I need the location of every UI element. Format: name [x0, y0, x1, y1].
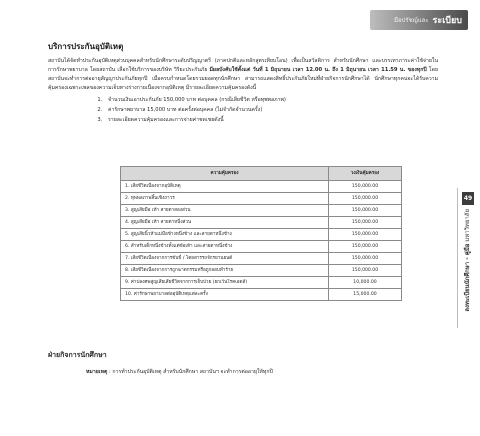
coverage-cell: 5. สูญเสียนิ้วหัวแม่มือข้างหนึ่งข้าง และสายตาหนึ่งข้าง [121, 229, 329, 241]
coverage-cell: 6. สำหรับเด็กหนึ่งข้างทั้งแต่ข้อเท้า และสายตาหนึ่งข้าง [121, 241, 329, 253]
table-row [121, 277, 402, 289]
side-divider [457, 188, 458, 328]
list-item: 1. จำนวนเงินเอาประกันภัย 150,000 บาท ต่อบุคคล (กรณีเสียชีวิต หรือทุพพลภาพ) [104, 95, 438, 105]
amount-cell: 150,000.00 [329, 181, 402, 193]
column-header-amount: วงเงินคุ้มครอง [329, 167, 402, 181]
amount-cell: 150,000.00 [329, 205, 402, 217]
table-header-row [121, 167, 402, 181]
section-title: บริการประกันอุบัติเหตุ [48, 42, 124, 51]
side-tab [462, 192, 474, 322]
coverage-table-wrapper [120, 166, 402, 301]
table-row [121, 193, 402, 205]
note-text: : การทำประกันอุบัติเหตุ สำหรับนักศึกษา สถาบันฯ จะทำการต่ออายุให้ทุกปี [109, 369, 273, 375]
para-part2: โดยสถาบันจะทำการต่ออายุสัญญาประกันภัยทุกปี เมื่อครบกำหนดโดยรวมยอดทุกนักศึกษา สามารถแสดงสิทธิ์ประกันภัยใหม่ที่ฝ่ายกิจการนักศึกษาได้ นักศึกษาทุกคนจะได้รับความคุ้มครองเฉพาะเพลของความเจ็บทางร่างกายเนื่องจากอุบัติเหตุ มีรายละเอียดความคุ้มครองดังนี้ [48, 67, 439, 91]
coverage-summary-list [48, 95, 438, 125]
footer-note [86, 368, 273, 376]
table-row [121, 289, 402, 301]
table-row [121, 253, 402, 265]
student-affairs-heading: ฝ่ายกิจการนักศึกษา [48, 351, 107, 359]
para-bold: มีผลบังคับใช้ตั้งแต่ วันที่ 1 มิถุนายน เวลา 12.00 น. ถึง 1 มิถุนายน เวลา 11.59 น. ของทุกปี [209, 67, 427, 73]
coverage-table [120, 166, 402, 301]
table-row [121, 217, 402, 229]
chapter-sub-label: มือปรัชญ์และ [394, 17, 429, 24]
chapter-header-tab [370, 10, 468, 30]
coverage-cell: 1. เสียชีวิตเนื่องจากอุบัติเหตุ [121, 181, 329, 193]
table-row [121, 241, 402, 253]
amount-cell: 150,000.00 [329, 253, 402, 265]
main-content [48, 40, 438, 125]
table-row [121, 181, 402, 193]
amount-cell: 15,000.00 [329, 289, 402, 301]
list-item: 3. รายละเอียดความคุ้มครองและการจ่ายค่าชดเชยดังนี้ [104, 115, 438, 125]
table-row [121, 205, 402, 217]
coverage-cell: 9. ค่าปลงศพสูญเสียเสียชีวิตจากการเจ็บป่วย (ยกเว้นโรคเอดส์) [121, 277, 329, 289]
side-label-bold: ลงทะเบียนนักศึกษา - คู่มือ [464, 243, 471, 312]
coverage-cell: 8. เสียชีวิตเนื่องจากการถูกฆาตกรรมหรือถูกลอบทำร้าย [121, 265, 329, 277]
amount-cell: 150,000.00 [329, 241, 402, 253]
page-number: 49 [462, 192, 474, 205]
column-header-coverage: ความคุ้มครอง [121, 167, 329, 181]
coverage-cell: 7. เสียชีวิตเนื่องจากการขับขี่ / โดยสารรถจักรยานยนต์ [121, 253, 329, 265]
chapter-main-label: ระเบียบ [432, 16, 462, 26]
coverage-cell: 2. ทุพพลภาพสิ้นเชิงถาวร [121, 193, 329, 205]
note-label: หมายเหตุ [86, 369, 108, 375]
amount-cell: 150,000.00 [329, 217, 402, 229]
list-item: 2. ค่ารักษาพยาบาล 15,000 บาท ต่อครั้งต่อบุคคล (ไม่จำกัดจำนวนครั้ง) [104, 105, 438, 115]
side-label-normal: มหาวิทยาลัย [464, 209, 471, 242]
amount-cell: 150,000.00 [329, 193, 402, 205]
coverage-cell: 3. สูญเสียมือ เท้า สายตาสองส่วน [121, 205, 329, 217]
amount-cell: 10,000.00 [329, 277, 402, 289]
section-paragraph [48, 57, 438, 93]
para-part1: สถาบันได้จัดทำประกันอุบัติเหตุส่วนบุคคลสำหรับนักศึกษาระดับปริญญาตรี (ภาคปกติและหลักสูตรเทียบโอน) เพื่อเป็นสวัสดิการ สำหรับนักศึกษา และบรรเทาภาระค่าใช้จ่ายในการรักษาพยาบาล โดยสถาบัน เลือกใช้บริการของบริษัท วิริยะประกันภัย [48, 58, 438, 73]
table-row [121, 265, 402, 277]
side-label [463, 209, 473, 312]
coverage-cell: 4. สูญเสียมือ เท้า สายตาหนึ่งส่วน [121, 217, 329, 229]
table-row [121, 229, 402, 241]
amount-cell: 150,000.00 [329, 265, 402, 277]
coverage-cell: 10. ค่ารักษาพยาบาลต่ออุบัติเหตุแต่ละครั้ง [121, 289, 329, 301]
amount-cell: 150,000.00 [329, 229, 402, 241]
